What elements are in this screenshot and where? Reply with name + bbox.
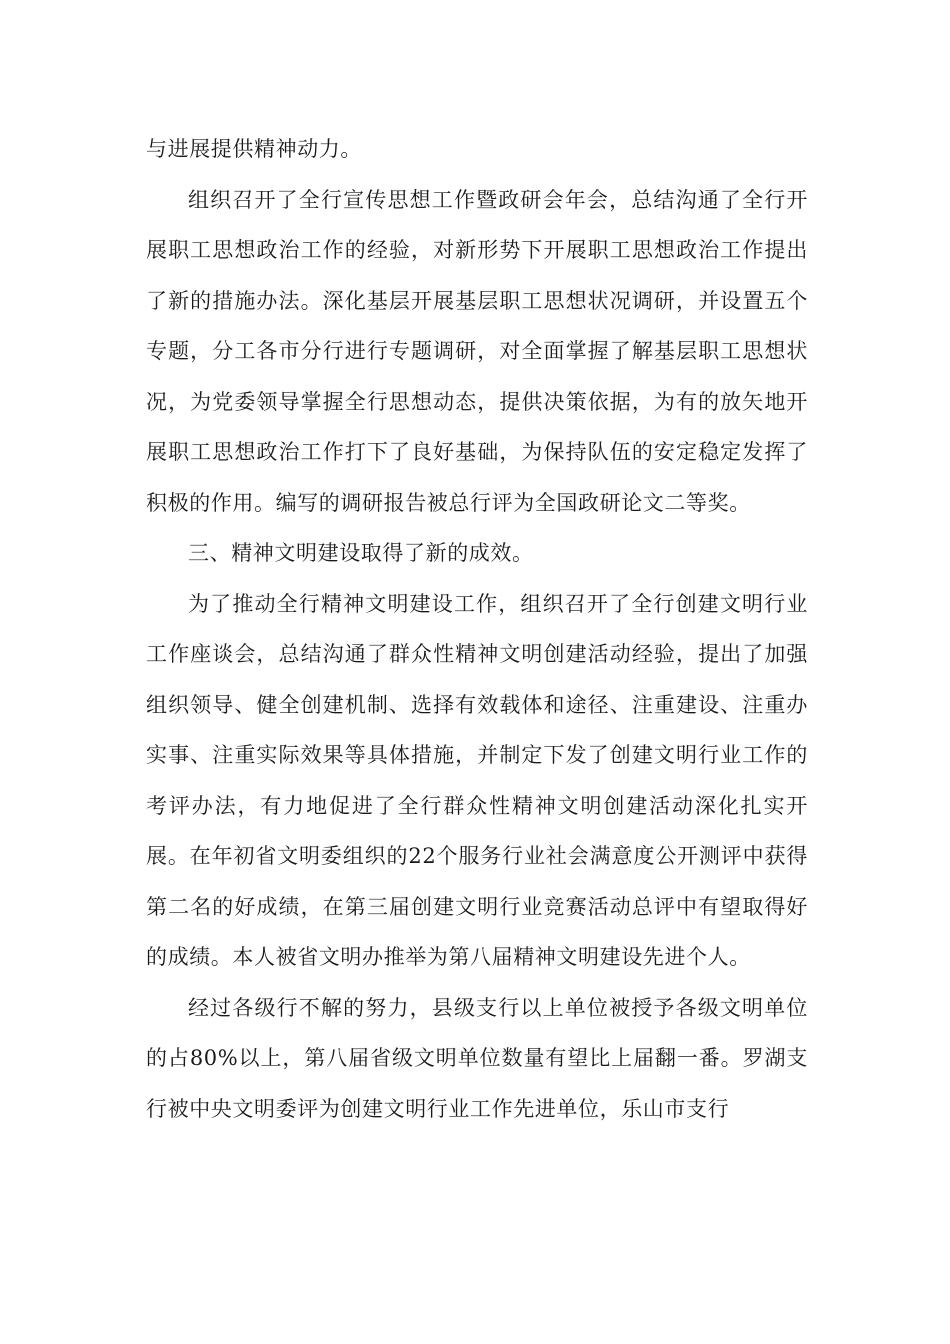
paragraph-propaganda-work: 组织召开了全行宣传思想工作暨政研会年会，总结沟通了全行开展职工思想政治工作的经验，对新形势下开展职工思想政治工作提出了新的措施办法。深化基层开展基层职工思想状况调研，并设置五个专题，分工各市分行进行专题调研，对全面掌握了解基层职工思想状况，为党委领导掌握全行思想动态，提供决策依据，为有的放矢地开展职工思想政治工作打下了良好基础，为保持队伍的安定稳定发挥了积极的作用。编写的调研报告被总行评为全国政研论文二等奖。 (146, 187, 808, 515)
document-body (146, 124, 808, 1134)
paragraph-continuation: 与进展提供精神动力。 (146, 137, 362, 161)
paragraph-civilized-units: 经过各级行不解的努力，县级支行以上单位被授予各级文明单位的占80%以上，第八届省级文明单位数量有望比上届翻一番。罗湖支行被中央文明委评为创建文明行业工作先进单位，乐山市支行 (146, 995, 808, 1121)
paragraph-civilization-building: 为了推动全行精神文明建设工作，组织召开了全行创建文明行业工作座谈会，总结沟通了群众性精神文明创建活动经验，提出了加强组织领导、健全创建机制、选择有效载体和途径、注重建设、注重办实事、注重实际效果等具体措施，并制定下发了创建文明行业工作的考评办法，有力地促进了全行群众性精神文明创建活动深化扎实开展。在年初省文明委组织的22个服务行业社会满意度公开测评中获得第二名的好成绩，在第三届创建文明行业竞赛活动总评中有望取得好的成绩。本人被省文明办推举为第八届精神文明建设先进个人。 (146, 591, 808, 969)
section-heading-spiritual-civilization: 三、精神文明建设取得了新的成效。 (188, 541, 534, 565)
